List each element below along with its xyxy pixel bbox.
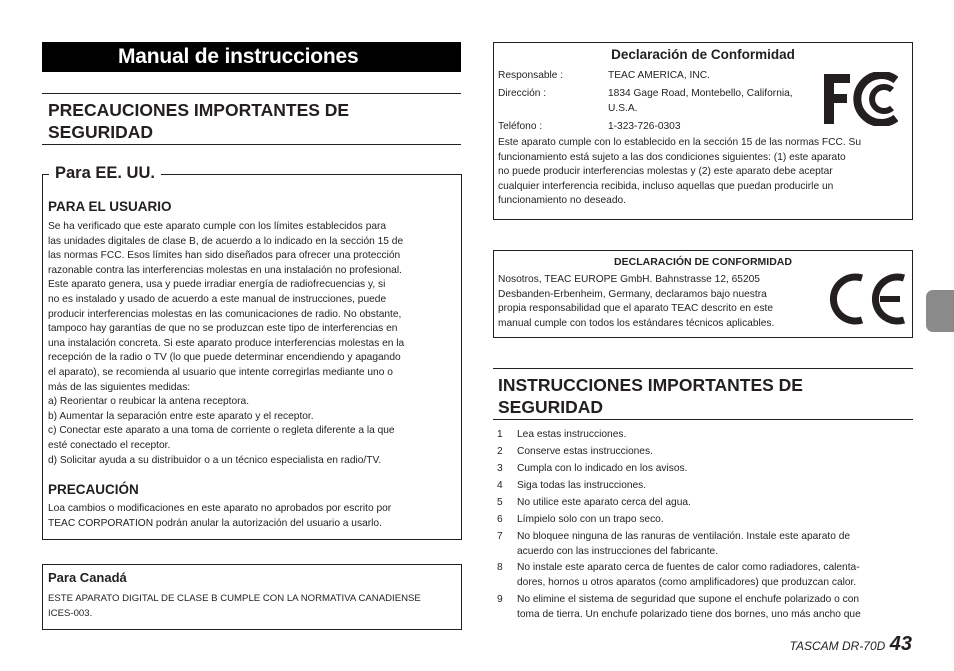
- instruction-text-line: Límpielo solo con un trapo seco.: [517, 513, 664, 525]
- user-text-line: las normas FCC. Esos límites han sido diseñados para ofrecer una protección: [48, 250, 401, 262]
- instruction-item: [497, 462, 913, 477]
- instruction-text-line: toma de tierra. Un enchufe polarizado tiene dos bornes, uno más ancho que: [517, 608, 861, 620]
- instruction-number: 6: [497, 513, 503, 525]
- canada-text-line: ICES-003.: [48, 608, 93, 619]
- instruction-item: [497, 479, 913, 494]
- user-text-line: Se ha verificado que este aparato cumple con los límites establecidos para: [48, 221, 387, 232]
- instruction-number: 7: [497, 530, 503, 542]
- caution-text-line: Loa cambios o modificaciones en este aparato no aprobados por escrito por: [48, 503, 392, 514]
- instruction-text: [517, 561, 860, 590]
- user-text-line: una instalación concreta. Si este aparato produce interferencias molestas en la: [48, 337, 405, 349]
- instruction-text: [517, 593, 861, 622]
- footer: [760, 633, 912, 656]
- user-text-line: tampoco hay garantías de que no se produzcan este tipo de interferencias en: [48, 323, 398, 335]
- user-heading: PARA EL USUARIO: [48, 199, 172, 214]
- instruction-item: [497, 561, 913, 590]
- instruction-text: [517, 513, 664, 528]
- user-text-line: más de las siguientes medidas:: [48, 381, 191, 393]
- instruction-item: [497, 513, 913, 528]
- ce-text-line: Desbanden-Erbenheim, Germany, declaramos bajo nuestra: [498, 288, 767, 300]
- ce-text-line: propia responsabilidad que el aparato TEAC descrito en este: [498, 303, 774, 315]
- instruction-item: [497, 496, 913, 511]
- page-number: 43: [889, 633, 912, 655]
- user-text-line: esté conectado el receptor.: [48, 439, 171, 451]
- instruction-text-line: dores, hornos u otros aparatos (como amplificadores) que produzcan calor.: [517, 577, 857, 589]
- ce-declaration-text: [498, 273, 828, 331]
- canada-text: [48, 591, 460, 621]
- page-title: Manual de instrucciones: [42, 42, 461, 72]
- instructions-heading: INSTRUCCIONES IMPORTANTES DE SEGURIDAD: [493, 368, 913, 420]
- address-label: Dirección :: [498, 88, 547, 99]
- ce-mark-icon: [830, 272, 910, 326]
- fcc-text-line: no puede producir interferencias molestas y (2) este aparato debe aceptar: [498, 166, 833, 178]
- canada-text-line: ESTE APARATO DIGITAL DE CLASE B CUMPLE CON LA NORMATIVA CANADIENSE: [48, 593, 421, 604]
- instruction-text-line: Cumpla con lo indicado en los avisos.: [517, 462, 688, 474]
- instruction-number: 8: [497, 562, 503, 574]
- ce-text-line: manual cumple con todos los estándares técnicos aplicables.: [498, 317, 775, 329]
- user-text-line: c) Conectar este aparato a una toma de corriente o regleta diferente a la que: [48, 425, 395, 437]
- responsible-value: TEAC AMERICA, INC.: [608, 70, 710, 81]
- user-text-line: b) Aumentar la separación entre este aparato y el receptor.: [48, 410, 314, 422]
- instruction-item: [497, 530, 913, 559]
- instruction-text-line: No instale este aparato cerca de fuentes de calor como radiadores, calenta-: [517, 562, 860, 574]
- instruction-text-line: No utilice este aparato cerca del agua.: [517, 496, 691, 508]
- usa-legend: Para EE. UU.: [49, 163, 161, 183]
- user-text-line: a) Reorientar o reubicar la antena receptora.: [48, 396, 250, 408]
- fcc-declaration-title: Declaración de Conformidad: [611, 47, 795, 62]
- safety-heading: PRECAUCIONES IMPORTANTES DE SEGURIDAD: [42, 93, 461, 145]
- instruction-number: 3: [497, 462, 503, 474]
- user-text-line: producir interferencias molestas en las comunicaciones de radio. No obstante,: [48, 308, 402, 320]
- instruction-text-line: acuerdo con las instrucciones del fabricante.: [517, 545, 719, 557]
- instruction-text: [517, 445, 653, 460]
- ce-text-line: Nosotros, TEAC EUROPE GmbH. Bahnstrasse 12, 65205: [498, 274, 760, 285]
- instruction-text-line: Lea estas instrucciones.: [517, 429, 627, 440]
- instruction-item: [497, 445, 913, 460]
- user-text-line: d) Solicitar ayuda a su distribuidor o a un técnico especialista en radio/TV.: [48, 454, 382, 466]
- caution-text: [48, 502, 460, 531]
- fcc-text-line: Este aparato cumple con lo establecido en la sección 15 de las normas FCC. Su: [498, 137, 861, 148]
- responsible-label: Responsable :: [498, 70, 564, 81]
- user-text-line: razonable contra las interferencias molestas en una instalación no profesional.: [48, 264, 402, 276]
- instruction-number: 5: [497, 496, 503, 508]
- user-text-line: las unidades digitales de clase B, de acuerdo a lo indicado en la sección 15 de: [48, 235, 404, 247]
- instruction-text-line: No bloquee ninguna de las ranuras de ventilación. Instale este aparato de: [517, 530, 851, 542]
- section-tab: [926, 290, 954, 332]
- instruction-text: [517, 479, 646, 494]
- instruction-number: 1: [497, 429, 503, 440]
- fcc-logo-icon: [822, 72, 898, 126]
- instruction-text-line: No elimine el sistema de seguridad que supone el enchufe polarizado o con: [517, 594, 860, 606]
- fcc-text-line: cualquier interferencia recibida, incluso aquellas que puedan producirle un: [498, 180, 834, 192]
- instruction-text-line: Conserve estas instrucciones.: [517, 445, 653, 457]
- address-value-1: 1834 Gage Road, Montebello, California,: [608, 88, 793, 99]
- instruction-text: [517, 496, 691, 511]
- fcc-declaration-text: [498, 136, 908, 209]
- phone-label: Teléfono :: [498, 121, 543, 132]
- instruction-text-line: Siga todas las instrucciones.: [517, 479, 647, 491]
- instruction-text: [517, 428, 626, 443]
- user-text-line: recepción de la radio o TV (lo que puede determinar encendiendo y apagando: [48, 352, 401, 364]
- instruction-item: [497, 593, 913, 622]
- fcc-text-line: funcionamiento no deseado.: [498, 195, 627, 207]
- caution-text-line: TEAC CORPORATION podrán anular la autorización del usuario a usarlo.: [48, 517, 382, 529]
- phone-value: 1-323-726-0303: [608, 121, 681, 132]
- canada-heading: Para Canadá: [48, 570, 127, 585]
- address-value-2: U.S.A.: [608, 103, 638, 114]
- user-text-line: el aparato), se recomienda al usuario que intente corregirlas mediante uno o: [48, 366, 393, 378]
- instruction-text: [517, 462, 687, 477]
- instruction-item: [497, 428, 913, 443]
- user-text: [48, 220, 460, 468]
- instructions-list: [497, 428, 913, 625]
- instruction-number: 2: [497, 445, 503, 457]
- instruction-number: 9: [497, 594, 503, 606]
- caution-heading: PRECAUCIÓN: [48, 482, 139, 497]
- fcc-text-line: funcionamiento está sujeto a las dos condiciones siguientes: (1) este aparato: [498, 151, 846, 163]
- user-text-line: Este aparato genera, usa y puede irradiar energía de radiofrecuencias y, si: [48, 279, 386, 291]
- user-text-line: no es instalado y usado de acuerdo a este manual de instrucciones, puede: [48, 293, 387, 305]
- ce-declaration-title: DECLARACIÓN DE CONFORMIDAD: [614, 256, 792, 268]
- instruction-text: [517, 530, 850, 559]
- instruction-number: 4: [497, 479, 503, 491]
- footer-brand: TASCAM DR-70D: [789, 639, 886, 653]
